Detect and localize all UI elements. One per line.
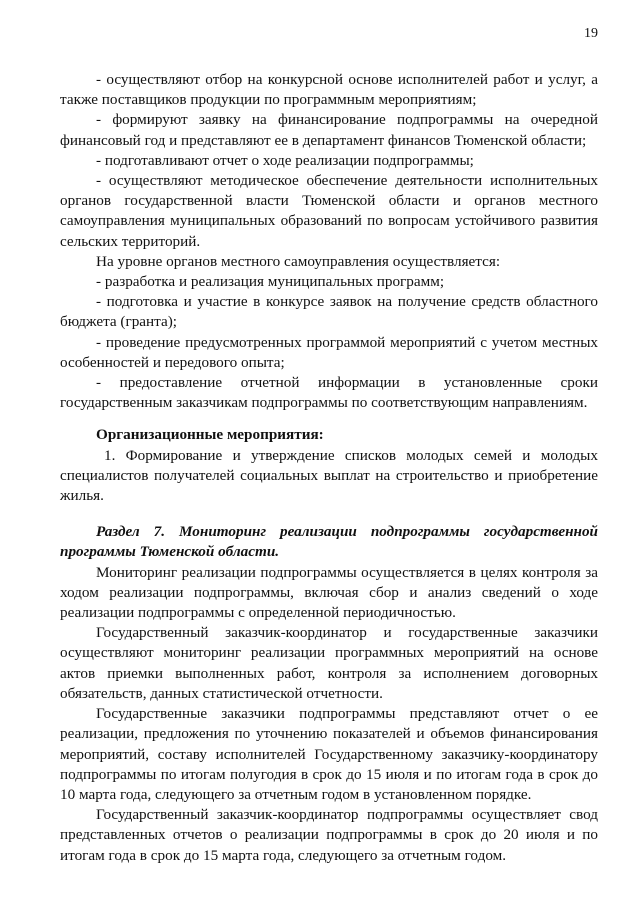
paragraph-consolidation: Государственный заказчик-координатор подпрограммы осуществляет свод представленных отчетов о реализации подпрограммы в срок до 20 июля и по итогам года в срок до 15 марта года, следующего за отчетным годом.: [60, 806, 598, 864]
paragraph-report-deadlines: Государственные заказчики подпрограммы представляют отчет о ее реализации, предложения по уточнению показателей и объемов финансирования мероприятий, составу исполнителей Государственному заказчику-координатору подпрограммы по итогам полугодия в срок до 15 июля и по итогам года в срок до 10 марта года, следующего за отчетным годом в установленном порядке.: [60, 705, 598, 803]
paragraph-methodological-support: - осуществляют методическое обеспечение деятельности исполнительных органов государственной власти Тюменской области и органов местного самоуправления муниципальных образований по вопросам устойчивого развития сельских территорий.: [60, 172, 598, 250]
page-number: 19: [584, 26, 598, 41]
paragraph-local-measures: - проведение предусмотренных программой мероприятий с учетом местных особенностей и передового опыта;: [60, 333, 598, 371]
paragraph-monitoring-basis: Государственный заказчик-координатор и государственные заказчики осуществляют мониторинг реализации программных мероприятий на основе актов приемки выполненных работ, контроля за исполнением договорных обязательств, данных статистической отчетности.: [60, 624, 598, 702]
org-measures-item-1: 1. Формирование и утверждение списков молодых семей и молодых специалистов получателей социальных выплат на строительство и приобретение жилья.: [60, 446, 598, 505]
paragraph-monitoring-purpose: Мониторинг реализации подпрограммы осуществляется в целях контроля за ходом реализации подпрограммы, включая сбор и анализ сведений о ходе реализации подпрограммы с определенной периодичностью.: [60, 563, 598, 622]
org-measures-heading: Организационные мероприятия:: [96, 426, 324, 444]
paragraph-progress-report: - подготавливают отчет о ходе реализации подпрограммы;: [96, 151, 474, 169]
paragraph-local-level-intro: На уровне органов местного самоуправления осуществляется:: [96, 252, 501, 270]
paragraph-selection-of-contractors: - осуществляют отбор на конкурсной основе исполнителей работ и услуг, а также поставщиков продукции по программным мероприятиям;: [60, 71, 598, 109]
paragraph-municipal-programs: - разработка и реализация муниципальных программ;: [96, 273, 445, 291]
paragraph-funding-request: - формируют заявку на финансирование подпрограммы на очередной финансовый год и представляют ее в департамент финансов Тюменской области;: [60, 111, 598, 149]
section-7-heading: Раздел 7. Мониторинг реализации подпрограммы государственной программы Тюменской области.: [60, 523, 598, 561]
paragraph-grant-applications: - подготовка и участие в конкурсе заявок на получение средств областного бюджета (гранта);: [60, 293, 598, 331]
paragraph-reporting: - предоставление отчетной информации в установленные сроки государственным заказчикам подпрограммы по соответствующим направлениям.: [60, 374, 598, 412]
document-page: [60, 24, 598, 866]
